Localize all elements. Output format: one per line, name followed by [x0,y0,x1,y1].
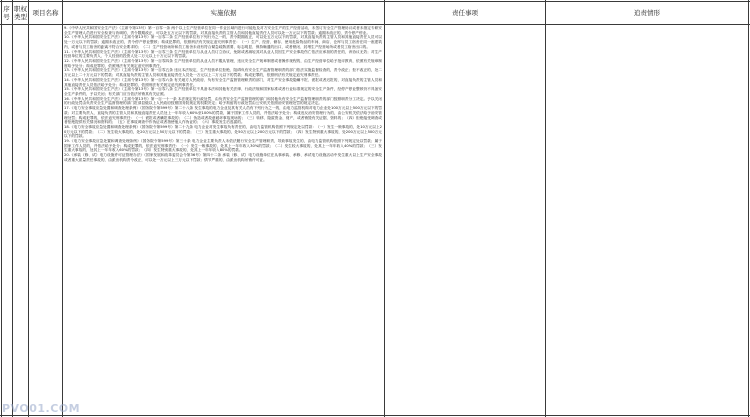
header-basis: 实施依据 [210,9,237,17]
basis-paragraph: 10.《中华人民共和国安全生产法》（主席令第13号）第一百零二条 生产经营单位有下列行为之一的，责令限期改正，可以处五万元以下的罚款，对其直接负责的主管人员和其他直接责任人员可以处一万元以下的罚款；逾期未改正的，责令停产停业整顿；构成犯罪的，依照刑法有关规定追究刑事责任：（一）生产、经营、储存、使用危险物品的车间、商店、仓库与员工宿舍在同一座建筑内，或者与员工宿舍的距离不符合安全要求的；（二）生产经营场所和员工宿舍未设有符合紧急疏散需要、标志明显、保持畅通的出口，或者锁闭、封堵生产经营场所或者员工宿舍出口的。 [64,35,382,49]
basis-paragraph: 11.《中华人民共和国安全生产法》（主席令第13号）第一百零三条 生产经营单位与从业人员订立协议，免除或者减轻其对从业人员因生产安全事故伤亡依法应承担的责任的，该协议无效；对生产经营单位的主要负责人、个人经营的投资人处二万元以上十万元以下的罚款。 [64,49,382,59]
site-watermark: PVO01.COM [2,402,81,415]
basis-paragraph: 9.《中华人民共和国安全生产法》（主席令第13号）第一百零一条 两个以上生产经营单位在同一作业区域内进行可能危及对方安全生产的生产经营活动，未签订安全生产管理协议或者未指定专职安全生产管理人员进行安全检查与协调的，责令限期改正，可以处五万元以下的罚款，对其直接负责的主管人员和其他直接责任人员可以处一万元以下的罚款；逾期未改正的，责令停产停业。 [64,26,382,35]
basis-paragraph: 16.《中华人民共和国安全生产法》（主席令第13号）第一百一十一条 本法规定的行政处罚，由负责安全生产监督管理的部门和其他负有安全生产监督管理职责的部门按照职责分工决定。予以关闭的行政处罚由负责安全生产监督管理的部门报请县级以上人民政府按照国务院规定的权限决定；给予拘留的行政处罚由公安机关依照治安管理处罚的规定决定。 [64,96,382,106]
col-divider-right-edge [748,0,749,417]
header-power-type: 职权类型 [14,5,27,21]
basis-paragraph: 15.《中华人民共和国安全生产法》（主席令第13号）第一百零八条 生产经营单位不具备本法和其他有关法律、行政法规和国家标准或者行业标准规定的安全生产条件，经停产停业整顿仍不具备安全生产条件的，予以关闭；有关部门应当依法吊销其有关证照。 [64,87,382,96]
header-seq: 序号 [3,5,10,21]
header-bottom-border [0,24,750,25]
col-divider-left-edge [1,0,2,417]
col-divider-seq [12,0,13,417]
header-duty: 责任事项 [452,9,478,17]
basis-paragraph: 17.《电力安全事故应急处置和调查处理条例》（国务院令第599号）第二十八条 发生事故的电力企业及其有关人员有下列行为之一的，由电力监管机构对电力企业处100万元以上500万元以下的罚款；对主要负责人、直接负责的主管人员和其他直接责任人员处上一年年收入60%至100%的罚款，属于国家工作人员的，并依法给予处分；构成违反治安管理行为的，由公安机关依法给予治安管理处罚；构成犯罪的，依法追究刑事责任：（一）谎报或者瞒报事故的；（二）伪造或者故意破坏事故现场的；（三）转移、隐匿资金、财产，或者销毁有关证据、资料的；（四）拒绝接受调查或者拒绝提供有关情况和资料的；（五）在事故调查中作伪证或者指使他人作伪证的；（六）事故发生后逃匿的。 [64,106,382,125]
basis-paragraph: 14.《中华人民共和国安全生产法》（主席令第13号）第一百零六条 有关地方人民政府、负有安全生产监督管理职责的部门，对生产安全事故隐瞒不报、谎报或者迟报的，对直接负责的主管人员和其他直接责任人员依法给予处分；构成犯罪的，依照刑法有关规定追究刑事责任。 [64,77,382,87]
basis-paragraph: 20.《承装（修、试）电力设施许可证管理办法》（国家发展和改革委员会令第36号）第四十二条 承装（修、试）电力设施单位在从事承装、承修、承试电力设施活动中发生重大以上生产安全事故或者重大质量责任事故的，由派出机构责令改正，可以处一万元以上三万元以下罚款；情节严重的，由派出机构吊销许可证。 [64,153,382,162]
basis-paragraph: 13.《中华人民共和国安全生产法》（主席令第13号）第一百零五条 违反本法规定，生产经营单位拒绝、阻碍负有安全生产监督管理职责的部门依法实施监督检查的，责令改正；拒不改正的，处二万元以上二十万元以下的罚款；对其直接负责的主管人员和其他直接责任人员处一万元以上二万元以下的罚款；构成犯罪的，依照刑法有关规定追究刑事责任。 [64,68,382,78]
header-item-name: 项目名称 [32,9,59,17]
header-supervision: 追责情形 [634,9,660,17]
basis-paragraph: 18.《电力安全事故应急处置和调查处理条例》（国务院令第599号）第二十九条 电力企业对发生事故负有责任的，由电力监管机构依照下列规定处以罚款：（一）发生一般事故的，处10万元以上20万元以下的罚款；（二）发生较大事故的，处20万元以上50万元以下的罚款；（三）发生重大事故的，处50万元以上200万元以下的罚款；（四）发生特别重大事故的，处200万元以上500万元以下的罚款。 [64,125,382,139]
col-divider-power-type [28,0,29,417]
basis-paragraph: 19.《电力安全事故应急处置和调查处理条例》（国务院令第599号）第三十条 电力企业主要负责人未依法履行安全生产管理职责，导致事故发生的，由电力监管机构依照下列规定处以罚款；属于国家工作人员的，并依法给予处分；构成犯罪的，依法追究刑事责任：（一）发生一般事故的，处其上一年年收入30%的罚款；（二）发生较大事故的，处其上一年年收入40%的罚款；（三）发生重大事故的，处其上一年年收入60%的罚款；（四）发生特别重大事故的，处其上一年年收入80%的罚款。 [64,139,382,153]
table-bottom-border [0,415,750,416]
col-divider-item-name [62,0,63,417]
basis-paragraph: 12.《中华人民共和国安全生产法》（主席令第13号）第一百零四条 生产经营单位的从业人员不服从管理，违反安全生产规章制度或者操作规程的，由生产经营单位给予批评教育，依照有关规章制度给予处分；构成犯罪的，依照刑法有关规定追究刑事责任。 [64,59,382,68]
basis-cell [64,26,382,414]
col-divider-basis [384,0,385,417]
col-divider-duty [545,0,546,417]
